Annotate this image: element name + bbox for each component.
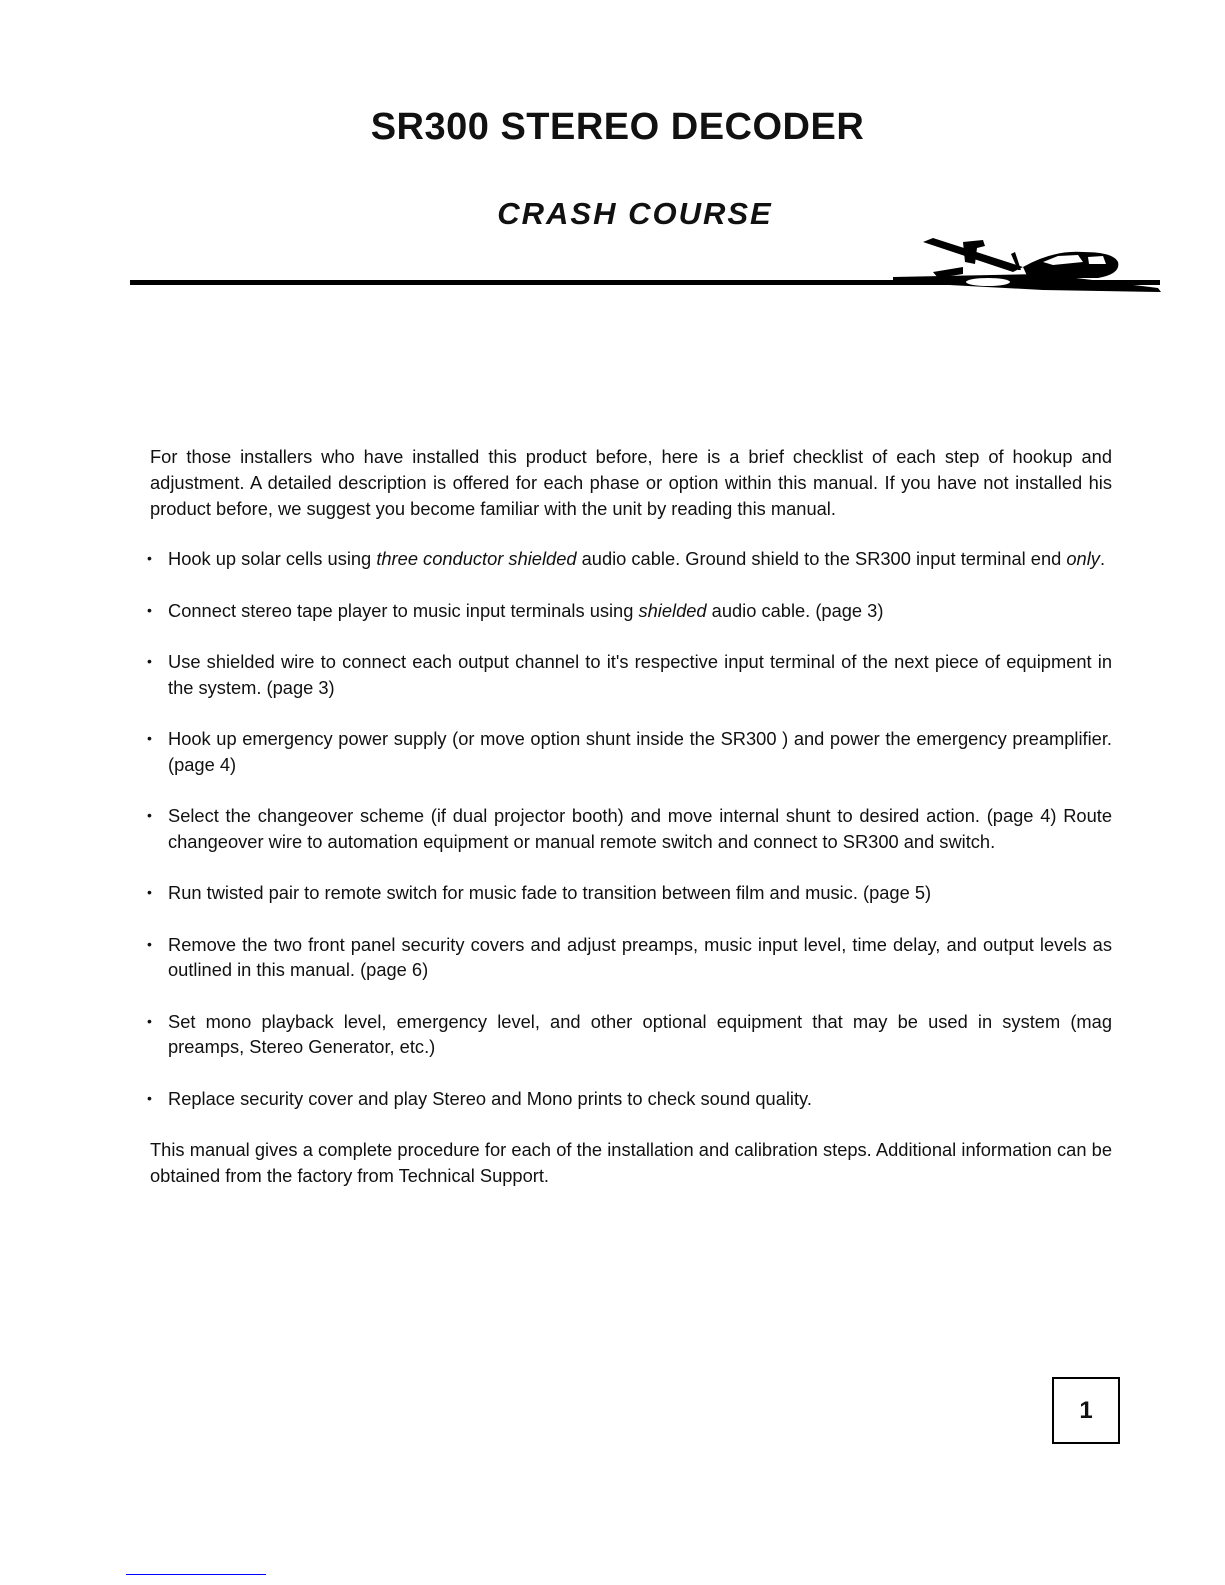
item-text: Select the changeover scheme (if dual projector booth) and move internal shunt to desired action. (page 4) Route changeover wire to automation equipment or manual remote switch and connect to SR300 and switch. (168, 805, 1112, 852)
checklist-item (147, 598, 1112, 624)
airplane-illustration (893, 222, 1163, 294)
document-body (147, 444, 1112, 1189)
checklist-item (147, 803, 1112, 855)
item-text: Remove the two front panel security covers and adjust preamps, music input level, time delay, and output levels as outlined in this manual. (page 6) (168, 933, 1112, 981)
document-title: SR300 STEREO DECODER (370, 106, 865, 148)
checklist-item (147, 649, 1112, 701)
intro-paragraph: For those installers who have installed this product before, here is a brief checklist of each step of hookup and adjustment. A detailed description is offered for each phase or option within this manual. If you have not installed his product before, we suggest you become familiar with the unit by reading this manual. (150, 446, 1112, 519)
item-text: Run twisted pair to remote switch for music fade to transition between film and music. (page 5) (168, 882, 932, 904)
checklist-item (147, 1009, 1112, 1061)
item-text: . (1099, 548, 1106, 570)
bullet-icon: • (147, 601, 152, 618)
bullet-icon: • (147, 550, 152, 567)
emphasis-text: three conductor shielded (376, 548, 577, 570)
closing-paragraph: This manual gives a complete procedure for each of the installation and calibration steps. Additional information can be obtained from the factory from Technical Support. (150, 1139, 1112, 1186)
item-text: Connect stereo tape player to music input terminals using (168, 599, 639, 621)
bullet-icon: • (147, 935, 152, 952)
checklist-item (147, 546, 1112, 572)
document-subtitle: CRASH COURSE (497, 196, 773, 231)
item-text: audio cable. Ground shield to the SR300 input terminal end (576, 548, 1067, 570)
bullet-icon: • (147, 884, 152, 901)
bullet-icon: • (147, 730, 152, 747)
checklist-item (147, 1086, 1112, 1112)
emphasis-text: only (1066, 548, 1100, 570)
bullet-icon: • (147, 807, 152, 824)
item-text: Hook up emergency power supply (or move option shunt inside the SR300 ) and power the emergency preamplifier. (page 4) (168, 728, 1112, 775)
checklist-item (147, 932, 1112, 984)
item-text: Replace security cover and play Stereo and Mono prints to check sound quality. (168, 1087, 812, 1109)
checklist (147, 546, 1112, 1111)
item-text: Hook up solar cells using (168, 548, 377, 570)
checklist-item (147, 726, 1112, 778)
bullet-icon: • (147, 1012, 152, 1029)
bullet-icon: • (147, 652, 152, 669)
item-text: Use shielded wire to connect each output channel to it's respective input terminal of the next piece of equipment in the system. (page 3) (168, 650, 1112, 698)
item-text: Set mono playback level, emergency level, and other optional equipment that may be used in system (mag preamps, Stereo Generator, etc.) (168, 1010, 1112, 1058)
page-number: 1 (1079, 1396, 1093, 1424)
bullet-icon: • (147, 1089, 152, 1106)
item-text: audio cable. (page 3) (706, 599, 884, 621)
checklist-item (147, 880, 1112, 906)
page-number-box (1052, 1377, 1120, 1444)
emphasis-text: shielded (638, 599, 707, 621)
footer-line (126, 1574, 266, 1575)
